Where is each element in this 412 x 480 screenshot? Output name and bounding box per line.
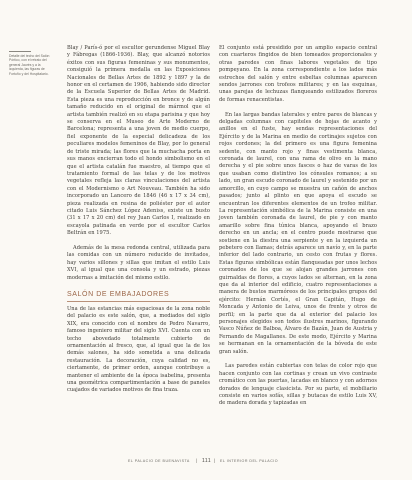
section-body	[67, 306, 210, 395]
left-paragraph-2: Además de la mesa redonda central, utilizada para las comidas con un número reducido de invitados, hay varios sillones y sillas que imitan el estilo Luis XVI, al igual que una consola y un estrado, piezas modernas a imitación del mismo estilo.	[67, 244, 210, 281]
right-paragraph-2: En las largas bandas laterales y entre pares de blancas y delgadas columnas con capiteles de hojas de acanto y anillos en el fuste, hay sendas representaciones del Ejército y de la Marina en medio de cortinajes sujetos con rojos cordones; la del primero es una figura femenina sedente, con manto rojo y finas vestimenta blanca, coronada de laurel, con una rama de olivo en la mano derecha y el pie sobre unos fasces o haz de varas de los que usaban como distintivo los cónsules romanos; a su lado, un gran escudo coronado de laurel y sostenido por un amorcillo, en cuyo campo se muestra un cañón de anchos pasados; junto al plinto en que apoya el escudo se encuentran los diferentes elementos de un trofeo militar. La representación simbólica de la Marina consiste en una joven también coronada de laurel, de pie y con manto amarillo sobre fina túnica blanca, apoyando el brazo derecho en un ancla; en el centro puede mostrarse que sostiene en la diestra una serpiente y en la izquierda un pebetero con llamas; detrás aparece un navío y, en la parte inferior del lado contrario, un cesto con frutas y flores. Estas figuras simbólicas están flanqueadas por unos lechos coronados de los que se alojan grandes jarrones con guirnaldas de flores, a cuyos lados se alternan, en la zona que da al interior del edificio, cuatro representaciones a manera de bustos marmóreos de los principales grupos del ejército: Hernán Cortés, el Gran Capitán, Hugo de Moncada y Antonio de Leiva, unos de frente y otros de perfil; en la parte que da al exterior del palacio los personajes elegidos son todos ilustres marinos, figurando Vasco Núñez de Balboa, Álvaro de Bazán, Juan de Austria y Fernando de Magallanes. De este modo, Ejército y Marina se hermanan en la ornamentación de la bóveda de este gran salón.	[219, 111, 377, 355]
section-paragraph: Una de las estancias más espaciosas de la zona noble del palacio es este salón, que, a mediados del siglo XIX, era conocido con el nombre de Pedro Navarro, famoso ingeniero militar del siglo XVI. Cuenta con un techo abovedado totalmente cubierto de ornamentación al fresco, que, al igual que la de los demás salones, ha sido sometida a una delicada restauración. La decoración, cuya calidad no es, ciertamente, de primer orden, aunque contribuye a mantener el ambiente de la época isabelina, presenta una geométrica compartimentación a base de paneles cuajados de variados motivos de fina traza.	[67, 306, 210, 394]
right-paragraph-3: Las paredes están cubiertas con telas de color rojo que hacen conjunto con las cortinas y crean un vivo contraste cromático con las puertas, lacadas en blanco y con adornos dorados de lenguaje clasicista. Por su parte, el mobiliario consiste en varios sofás, sillas y butacas de estilo Luis XV, de madera dorada y tapizadas en	[219, 363, 377, 407]
left-column	[67, 45, 210, 289]
footer-chapter-title: EL INTERIOR DEL PALACIO	[220, 459, 279, 463]
page-number: 111	[202, 458, 212, 464]
footer-separator: |	[214, 458, 216, 463]
left-paragraph-1: Blay / París-ó por el escultor gerundense Miguel Blay y Fábregas (1866-1936). Blay, que alcanzó notorios éxitos con sus figuras femeninas y sus monumentos, consiguió la primera medalla en las Exposiciones Nacionales de Bellas Artes de 1892 y 1897 y la de honor en el certamen de 1906, habiendo sido director de la Escuela Superior de Bellas Artes de Madrid. Esta pieza es una reproducción en bronce y de algún tamaño reducido en el original de mármol que el artista también realizó en su etapa parisina y que hoy se conserva en el Museo de Arte Moderno de Barcelona; representa a una joven de medio cuerpo, fiel exponente de la especial delicadeza de los peculiares modelos femeninos de Blay, por lo general de triste mirada; las flores que la muchacha porta en sus manos encierran todo el hondo simbolismo en el que el artista catalán fue maestro, al tiempo que el tratamiento formal de las telas y de los motivos vegetales refleja las claras vinculaciones del artista con el Modernismo o Art Nouveau. También ha sido incorporado un Lancero de 1846 (46 x 17 x 34 cm), pieza realizada en resina de poliéster por el autor citado Luis Sánchez López Adeniss, existe un busto (31 x 17 x 20 cm) del rey Juan Carlos I, realizado en escayola patinada en verde por el escultor Carlos Beltrán en 1975.	[67, 45, 210, 237]
caption-rule	[9, 51, 31, 52]
footer-separator: |	[196, 458, 198, 463]
right-paragraph-1: El conjunto está presidido por un amplio espacio central con cuarteros fingidos de bien tomeados proporcionales y otras paredes con finas labores vegetales de tipo pompeyano. En la zona correspondiente a los lados más estrechos del salón y entre esbeltas columnas aparecen sendos jarrones con trofeos militares; y en las esquinas, unas parejas de lechuzas flanqueando estilizados floreros de formas renacentistas.	[219, 45, 377, 103]
image-caption	[9, 51, 51, 77]
section-title: SALÓN DE EMBAJADORES	[67, 291, 170, 298]
section-salon-embajadores	[67, 290, 210, 395]
right-column	[219, 45, 377, 415]
section-rule	[67, 301, 210, 302]
caption-text: Detalle del techo del Salón Pórtico, con el retrato del general Jaurès y a la izquierda, las figuras de Fortuño y del Hospitalario.	[9, 53, 50, 76]
footer-book-title: EL PALACIO DE BUENAVISTA	[128, 459, 190, 463]
